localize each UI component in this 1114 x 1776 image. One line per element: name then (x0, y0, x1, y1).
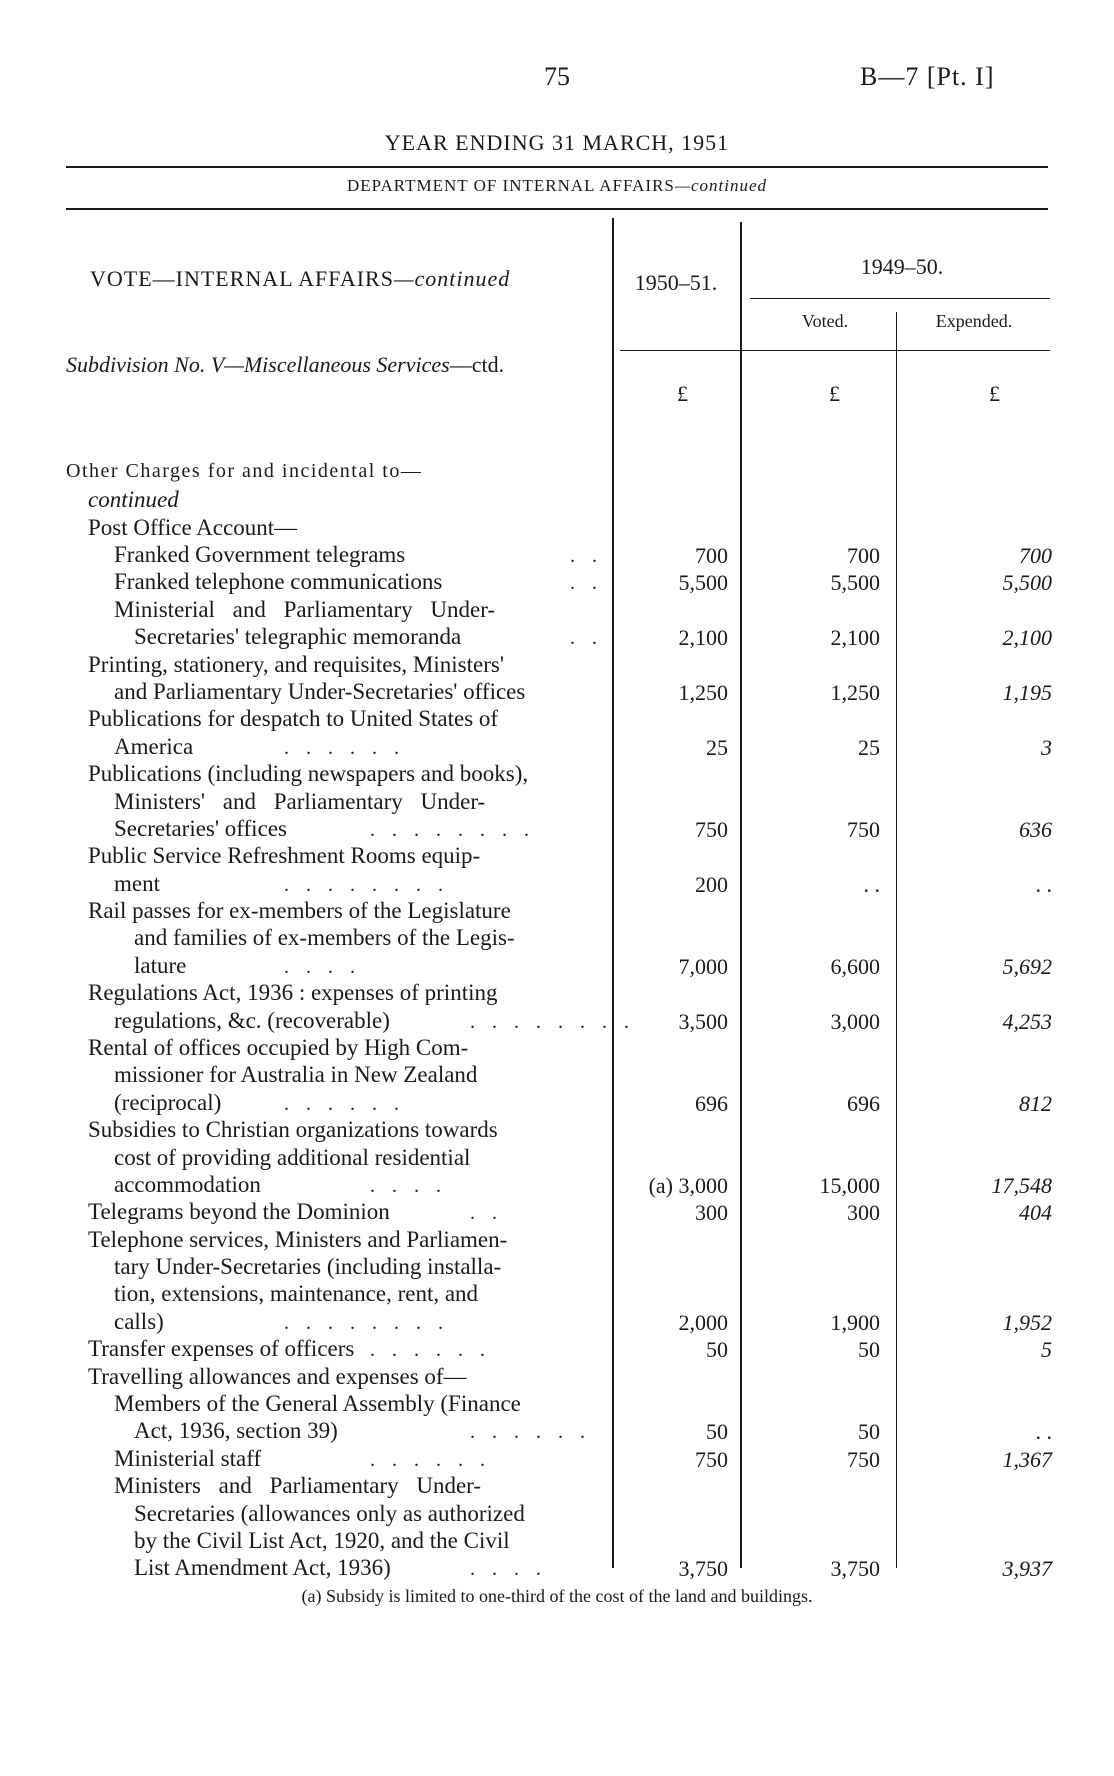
year-title: YEAR ENDING 31 MARCH, 1951 (384, 130, 730, 155)
value-voted: 3,000 (830, 1009, 880, 1034)
item-text-line: Telephone services, Ministers and Parliamen- (88, 1227, 508, 1252)
leader-dots: . . . . . . (470, 1421, 591, 1443)
value-voted: 750 (847, 817, 880, 842)
rule-top (66, 166, 1048, 168)
value-1950-51: 696 (695, 1091, 728, 1116)
leader-dots: . . . . (470, 1558, 547, 1580)
value-1950-51: 3,750 (678, 1556, 728, 1581)
value-voted: 50 (858, 1419, 880, 1444)
value-1950-51: 7,000 (678, 954, 728, 979)
value-voted: . . (863, 872, 880, 897)
subdivision-name: Subdivision No. V—Miscellaneous Services (66, 352, 450, 377)
document-reference: B—7 [Pt. I] (860, 62, 995, 91)
department-continued: —continued (674, 176, 768, 195)
leader-dots: . . . . (370, 1175, 447, 1197)
item-text-line: ment (114, 871, 160, 896)
rule-under-department (66, 208, 1048, 210)
item-text-line: Publications for despatch to United States of (88, 706, 499, 731)
value-expended: 3,937 (1002, 1556, 1052, 1581)
item-text-line: Public Service Refreshment Rooms equip- (88, 843, 481, 868)
vote-title (90, 266, 510, 292)
section-heading-continued: continued (88, 487, 179, 512)
item-text-line: Members of the General Assembly (Finance (114, 1391, 521, 1416)
leader-dots: . . . . . . . . (284, 1312, 449, 1334)
footnote: (a) Subsidy is limited to one-third of the cost of the land and buildings. (301, 1586, 813, 1606)
value-1950-51: 5,500 (678, 570, 728, 595)
pound-sign-expended: £ (989, 381, 1000, 406)
value-expended: . . (1035, 1419, 1052, 1444)
column-header-expended: Expended. (935, 311, 1013, 331)
value-voted: 700 (847, 543, 880, 568)
item-text-line: Secretaries' offices (114, 816, 287, 841)
item-text-line: Franked Government telegrams (114, 542, 406, 567)
value-1950-51: 300 (695, 1200, 728, 1225)
value-1950-51: 50 (706, 1419, 728, 1444)
value-1950-51: 750 (695, 817, 728, 842)
value-expended: 4,253 (1002, 1009, 1052, 1034)
item-text-line: Transfer expenses of officers (88, 1336, 355, 1361)
value-1950-51: 200 (695, 872, 728, 897)
item-text-line: and Parliamentary Under-Secretaries' offices (114, 679, 526, 704)
value-expended: 1,952 (1002, 1310, 1052, 1335)
item-text-line: calls) (114, 1309, 164, 1334)
item-text-line: Ministers and Parliamentary Under- (114, 1473, 482, 1498)
leader-dots: . . . . (284, 956, 361, 978)
value-voted: 1,250 (830, 680, 880, 705)
value-voted: 2,100 (830, 625, 880, 650)
item-text-line: Regulations Act, 1936 : expenses of printing (88, 980, 498, 1005)
value-expended: 700 (1019, 543, 1052, 568)
section-heading: Other Charges for and incidental to— (66, 460, 423, 482)
value-1950-51: 25 (706, 735, 728, 760)
column-rule-right (896, 312, 897, 1568)
value-expended: . . (1035, 872, 1052, 897)
item-text-line: Franked telephone communications (114, 569, 443, 594)
value-voted: 5,500 (830, 570, 880, 595)
value-1950-51: 700 (695, 543, 728, 568)
vote-name: VOTE—INTERNAL AFFAIRS (90, 266, 394, 291)
value-1950-51: 50 (706, 1337, 728, 1362)
item-text-line: Travelling allowances and expenses of— (88, 1364, 467, 1389)
item-text-line: Ministerial staff (114, 1446, 262, 1471)
value-expended: 812 (1019, 1091, 1052, 1116)
item-text-line: accommodation (114, 1172, 261, 1197)
leader-dots: . . . . . . . . (370, 819, 535, 841)
leader-dots: . . (570, 627, 603, 649)
value-1950-51: 2,100 (678, 625, 728, 650)
item-text-line: cost of providing additional residential (114, 1145, 471, 1170)
value-expended: 3 (1041, 735, 1052, 760)
leader-dots: . . (570, 572, 603, 594)
item-text-line: Rental of offices occupied by High Com- (88, 1035, 469, 1060)
column-header-1949-50: 1949–50. (860, 254, 944, 279)
value-expended: 404 (1019, 1200, 1052, 1225)
item-text-line: lature (134, 953, 187, 978)
value-voted: 15,000 (819, 1173, 880, 1198)
item-text-line: Ministerial and Parliamentary Under- (114, 597, 496, 622)
value-expended: 5,692 (1002, 954, 1052, 979)
value-voted: 300 (847, 1200, 880, 1225)
value-expended: 2,100 (1002, 625, 1052, 650)
page-number: 75 (544, 62, 570, 91)
department-name: DEPARTMENT OF INTERNAL AFFAIRS (346, 176, 675, 195)
item-text-line: missioner for Australia in New Zealand (114, 1062, 478, 1087)
value-1950-51: 2,000 (678, 1310, 728, 1335)
item-text-line: Post Office Account— (88, 515, 298, 540)
value-expended: 17,548 (991, 1173, 1052, 1198)
value-expended: 1,195 (1002, 680, 1052, 705)
item-text-line: Secretaries (allowances only as authorized (134, 1501, 525, 1526)
item-text-line: Printing, stationery, and requisites, Ministers' (88, 652, 504, 677)
leader-dots: . . . . . . (370, 1449, 491, 1471)
value-voted: 750 (847, 1447, 880, 1472)
rule-under-voted (620, 350, 1050, 351)
item-text-line: by the Civil List Act, 1920, and the Civil (134, 1528, 510, 1553)
value-expended: 5,500 (1002, 570, 1052, 595)
subdivision-title (66, 352, 504, 378)
leader-dots: . . . . . . (284, 737, 405, 759)
value-expended: 1,367 (1002, 1447, 1052, 1472)
pound-sign-voted: £ (829, 381, 840, 406)
value-voted: 50 (858, 1337, 880, 1362)
column-header-voted: Voted. (801, 311, 849, 331)
leader-dots: . . (470, 1202, 503, 1224)
value-voted: 6,600 (830, 954, 880, 979)
item-text-line: Telegrams beyond the Dominion (88, 1199, 390, 1224)
leader-dots: . . (570, 545, 603, 567)
value-1950-51: 750 (695, 1447, 728, 1472)
value-voted: 25 (858, 735, 880, 760)
item-text-line: Ministers' and Parliamentary Under- (114, 789, 486, 814)
leader-dots: . . . . . . . . (284, 874, 449, 896)
leader-dots: . . . . . . (370, 1339, 491, 1361)
item-text-line: Act, 1936, section 39) (134, 1418, 338, 1443)
department-title (0, 176, 1114, 196)
leader-dots: . . . . . . (284, 1093, 405, 1115)
pound-sign-1950-51: £ (677, 381, 688, 406)
item-text-line: regulations, &c. (recoverable) (114, 1008, 390, 1033)
item-text-line: Secretaries' telegraphic memoranda (134, 624, 462, 649)
item-text-line: tary Under-Secretaries (including installa- (114, 1254, 502, 1279)
value-expended: 5 (1041, 1337, 1052, 1362)
rule-under-1949-50 (750, 298, 1050, 299)
item-text-line: Subsidies to Christian organizations towards (88, 1117, 498, 1142)
value-1950-51: (a) 3,000 (648, 1173, 728, 1198)
value-1950-51: 3,500 (678, 1009, 728, 1034)
value-voted: 696 (847, 1091, 880, 1116)
vote-continued: —continued (393, 266, 511, 291)
item-text-line: and families of ex-members of the Legis- (134, 925, 515, 950)
value-voted: 3,750 (830, 1556, 880, 1581)
column-header-1950-51: 1950–51. (634, 270, 718, 295)
item-text-line: List Amendment Act, 1936) (134, 1555, 391, 1580)
leader-dots: . . . . . . . . (470, 1011, 635, 1033)
subdivision-ctd: —ctd. (449, 352, 505, 377)
value-voted: 1,900 (830, 1310, 880, 1335)
item-text-line: (reciprocal) (114, 1090, 222, 1115)
item-text-line: Rail passes for ex-members of the Legislature (88, 898, 511, 923)
item-text-line: America (114, 734, 194, 759)
item-text-line: tion, extensions, maintenance, rent, and (114, 1281, 479, 1306)
value-1950-51: 1,250 (678, 680, 728, 705)
value-expended: 636 (1019, 817, 1052, 842)
item-text-line: Publications (including newspapers and books), (88, 761, 529, 786)
